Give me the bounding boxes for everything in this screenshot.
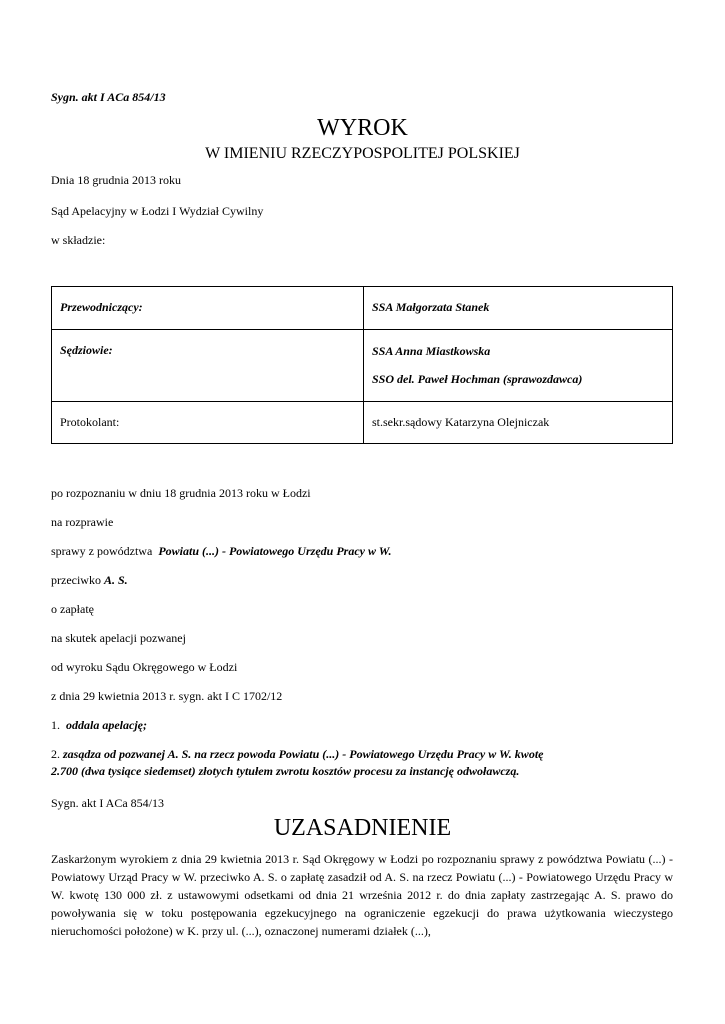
proceedings-line-7: od wyroku Sądu Okręgowego w Łodzi xyxy=(51,660,238,674)
presiding-name: SSA Małgorzata Stanek xyxy=(364,287,673,330)
judgment-subtitle: W IMIENIU RZECZYPOSPOLITEJ POLSKIEJ xyxy=(205,145,520,162)
court-name: Sąd Apelacyjny w Łodzi I Wydział Cywilny xyxy=(51,204,264,218)
plaintiff-prefix: sprawy z powództwa xyxy=(51,544,153,558)
court-panel-table xyxy=(51,286,673,444)
clerk-name: st.sekr.sądowy Katarzyna Olejniczak xyxy=(364,402,673,444)
clerk-label: Protokolant: xyxy=(52,402,364,444)
table-row xyxy=(52,330,673,402)
decision-item-2-number: 2. xyxy=(51,747,60,761)
proceedings-line-5: o zapłatę xyxy=(51,602,94,616)
table-row xyxy=(52,287,673,330)
proceedings-line-3 xyxy=(51,543,392,559)
proceedings-line-2: na rozprawie xyxy=(51,515,114,529)
decision-item-1-number: 1. xyxy=(51,718,60,732)
case-reference: Sygn. akt I ACa 854/13 xyxy=(51,90,166,104)
justification-case-reference: Sygn. akt I ACa 854/13 xyxy=(51,796,164,810)
composition-label: w składzie: xyxy=(51,233,106,247)
judgment-date: Dnia 18 grudnia 2013 roku xyxy=(51,173,181,187)
proceedings-line-4 xyxy=(51,572,128,588)
judges-names xyxy=(364,330,673,402)
decision-item-1-text: oddala apelację; xyxy=(66,718,147,732)
proceedings-line-1: po rozpoznaniu w dniu 18 grudnia 2013 roku w Łodzi xyxy=(51,486,311,500)
judges-label: Sędziowie: xyxy=(52,330,364,402)
table-row xyxy=(52,402,673,444)
presiding-label: Przewodniczący: xyxy=(52,287,364,330)
defendant-name: A. S. xyxy=(103,573,128,587)
judge-2: SSO del. Paweł Hochman (sprawozdawca) xyxy=(372,372,583,386)
proceedings-line-6: na skutek apelacji pozwanej xyxy=(51,631,186,645)
justification-title: UZASADNIENIE xyxy=(273,815,452,841)
decision-item-2 xyxy=(51,746,673,780)
judgment-title: WYROK xyxy=(317,115,408,141)
justification-paragraph: Zaskarżonym wyrokiem z dnia 29 kwietnia 2013 r. Sąd Okręgowy w Łodzi po rozpoznaniu sprawy z powództwa Powiatu (...) - Powiatowy Urząd Pracy w W. przeciwko A. S. o zapłatę zasadził od A. S. na rzecz Powiatu (...) - Powiatowego Urzędu Pracy w W. kwotę 130 000 zł. z ustawowymi odsetkami od dnia 21 września 2012 r. do dnia zapłaty zastrzegając A. S. prawo do powoływania się w toku postępowania egzekucyjnego na ograniczenie egzekucji do prawa użytkowania wieczystego nieruchomości położone) w K. przy ul. (...), oznaczonej numerami działek (...), xyxy=(51,852,673,938)
decision-item-2-line-1: 2. zasądza od pozwanej A. S. na rzecz powoda Powiatu (...) - Powiatowego Urzędu Pracy w W. kwotę xyxy=(51,747,544,761)
defendant-prefix: przeciwko xyxy=(51,573,101,587)
proceedings-line-8: z dnia 29 kwietnia 2013 r. sygn. akt I C 1702/12 xyxy=(51,689,283,703)
decision-item-1 xyxy=(51,717,147,733)
plaintiff-name: Powiatu (...) - Powiatowego Urzędu Pracy w W. xyxy=(158,544,392,558)
decision-item-2-line-2: 2.700 (dwa tysiące siedemset) złotych tytułem zwrotu kosztów procesu za instancję odwoławczą. xyxy=(51,764,520,778)
judge-1: SSA Anna Miastkowska xyxy=(372,344,491,358)
